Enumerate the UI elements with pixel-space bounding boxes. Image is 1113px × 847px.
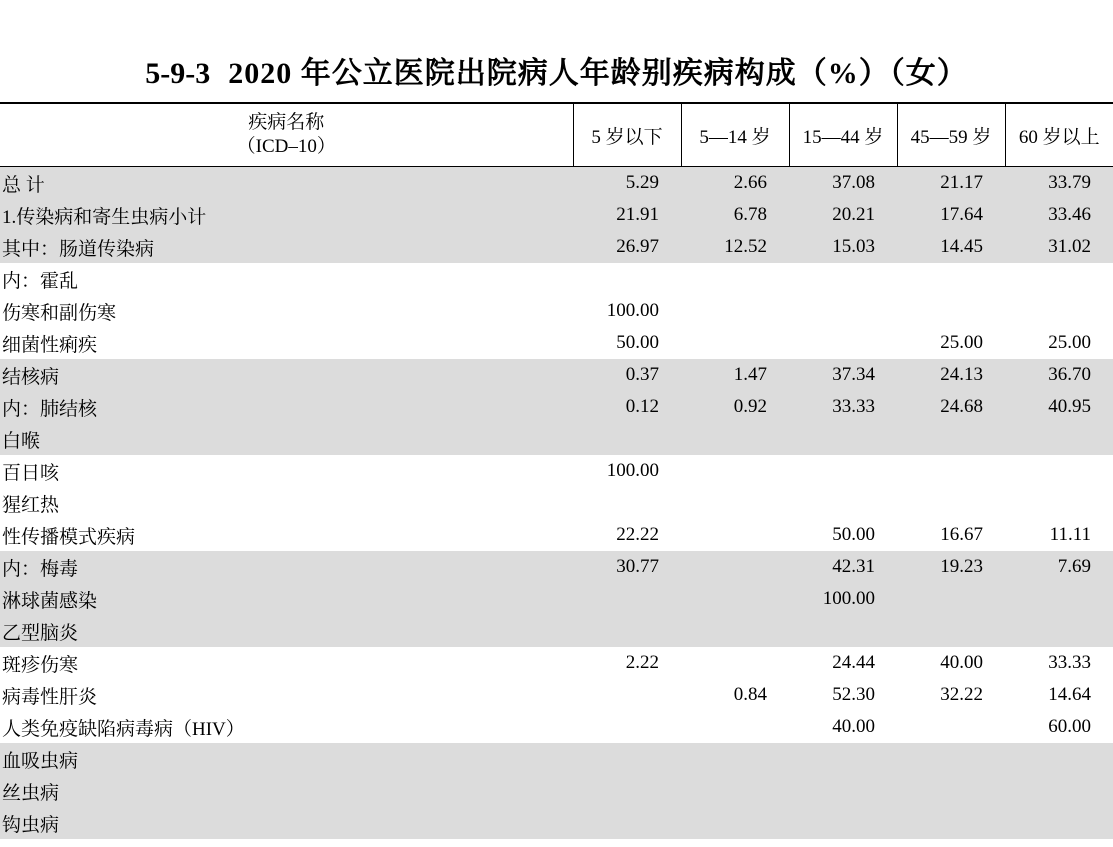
table-row bbox=[0, 807, 1113, 839]
table-row bbox=[0, 615, 1113, 647]
row-value bbox=[897, 775, 1005, 807]
row-value: 50.00 bbox=[616, 332, 659, 353]
page-title bbox=[0, 0, 1113, 102]
row-value bbox=[681, 711, 789, 743]
row-value: 12.52 bbox=[724, 236, 767, 257]
row-value: 25.00 bbox=[940, 332, 983, 353]
row-value bbox=[681, 807, 789, 839]
column-header-age-2: 15—44 岁 bbox=[789, 103, 897, 167]
row-value bbox=[573, 743, 681, 775]
row-value: 19.23 bbox=[940, 556, 983, 577]
row-value: 40.00 bbox=[940, 652, 983, 673]
row-value bbox=[789, 423, 897, 455]
row-value: 24.44 bbox=[832, 652, 875, 673]
row-value: 31.02 bbox=[1048, 236, 1091, 257]
row-value: 0.84 bbox=[733, 684, 767, 705]
row-value: 0.37 bbox=[625, 364, 659, 385]
row-label: 淋球菌感染 bbox=[2, 590, 98, 612]
row-label: 百日咳 bbox=[2, 462, 60, 484]
table-row bbox=[0, 423, 1113, 455]
row-value: 22.22 bbox=[616, 524, 659, 545]
table-number: 5-9-3 bbox=[145, 57, 211, 90]
row-value bbox=[1005, 455, 1113, 487]
row-value bbox=[789, 327, 897, 359]
table-head bbox=[0, 103, 1113, 167]
row-value: 15.03 bbox=[832, 236, 875, 257]
row-value: 2.22 bbox=[625, 652, 659, 673]
row-value bbox=[1005, 775, 1113, 807]
row-value bbox=[681, 295, 789, 327]
row-value bbox=[573, 807, 681, 839]
row-label: 丝虫病 bbox=[2, 782, 60, 804]
row-value bbox=[1005, 615, 1113, 647]
table-row bbox=[0, 711, 1113, 743]
row-value: 40.00 bbox=[832, 716, 875, 737]
row-value: 30.77 bbox=[616, 556, 659, 577]
row-label: 内：肺结核 bbox=[2, 398, 98, 420]
row-value bbox=[789, 263, 897, 295]
row-value: 20.21 bbox=[832, 204, 875, 225]
row-label: 内：霍乱 bbox=[2, 270, 79, 292]
table-row bbox=[0, 327, 1113, 359]
row-value: 24.13 bbox=[940, 364, 983, 385]
row-label: 钩虫病 bbox=[2, 814, 60, 836]
row-value: 50.00 bbox=[832, 524, 875, 545]
row-value bbox=[1005, 807, 1113, 839]
row-label: 猩红热 bbox=[2, 494, 60, 516]
row-value bbox=[897, 711, 1005, 743]
column-header-age-3: 45—59 岁 bbox=[897, 103, 1005, 167]
row-value bbox=[897, 743, 1005, 775]
row-value bbox=[789, 807, 897, 839]
row-value bbox=[897, 263, 1005, 295]
row-value: 5.29 bbox=[625, 172, 659, 193]
table-row bbox=[0, 359, 1113, 391]
table-row bbox=[0, 167, 1113, 200]
row-value: 52.30 bbox=[832, 684, 875, 705]
row-value bbox=[1005, 743, 1113, 775]
row-value bbox=[681, 455, 789, 487]
table-row bbox=[0, 519, 1113, 551]
row-value: 11.11 bbox=[1049, 524, 1091, 545]
row-value bbox=[789, 295, 897, 327]
row-value: 42.31 bbox=[832, 556, 875, 577]
row-value bbox=[681, 775, 789, 807]
header-name-line1: 疾病名称 bbox=[248, 111, 325, 133]
table-row bbox=[0, 679, 1113, 711]
column-header-age-4: 60 岁以上 bbox=[1005, 103, 1113, 167]
table-header-row bbox=[0, 103, 1113, 167]
row-value: 37.34 bbox=[832, 364, 875, 385]
row-value: 32.22 bbox=[940, 684, 983, 705]
row-value bbox=[789, 455, 897, 487]
row-value bbox=[681, 519, 789, 551]
table-row bbox=[0, 263, 1113, 295]
row-value: 21.17 bbox=[940, 172, 983, 193]
row-value: 2.66 bbox=[733, 172, 767, 193]
row-value: 33.79 bbox=[1048, 172, 1091, 193]
table-body bbox=[0, 167, 1113, 840]
row-value: 60.00 bbox=[1048, 716, 1091, 737]
row-value: 100.00 bbox=[606, 300, 659, 321]
title-text: 2020 年公立医院出院病人年龄别疾病构成（%）（女） bbox=[228, 57, 968, 90]
table-row bbox=[0, 551, 1113, 583]
row-value: 33.33 bbox=[832, 396, 875, 417]
row-value: 25.00 bbox=[1048, 332, 1091, 353]
row-value bbox=[897, 487, 1005, 519]
row-value bbox=[681, 615, 789, 647]
row-label: 乙型脑炎 bbox=[2, 622, 79, 644]
row-value: 36.70 bbox=[1048, 364, 1091, 385]
row-value bbox=[573, 679, 681, 711]
table-row bbox=[0, 455, 1113, 487]
row-value bbox=[573, 263, 681, 295]
row-label: 内：梅毒 bbox=[2, 558, 79, 580]
table-row bbox=[0, 743, 1113, 775]
row-value bbox=[573, 583, 681, 615]
row-value: 37.08 bbox=[832, 172, 875, 193]
row-label: 血吸虫病 bbox=[2, 750, 79, 772]
row-label: 结核病 bbox=[2, 366, 60, 388]
row-value bbox=[573, 615, 681, 647]
row-value bbox=[1005, 423, 1113, 455]
row-value: 33.46 bbox=[1048, 204, 1091, 225]
row-value bbox=[681, 263, 789, 295]
row-value bbox=[573, 487, 681, 519]
row-value bbox=[1005, 295, 1113, 327]
row-label: 性传播模式疾病 bbox=[2, 526, 136, 548]
table-row bbox=[0, 295, 1113, 327]
row-value bbox=[681, 423, 789, 455]
row-value: 0.92 bbox=[733, 396, 767, 417]
table-row bbox=[0, 487, 1113, 519]
row-value bbox=[681, 551, 789, 583]
row-value: 7.69 bbox=[1057, 556, 1091, 577]
row-value: 21.91 bbox=[616, 204, 659, 225]
row-value bbox=[897, 615, 1005, 647]
row-label: 伤寒和副伤寒 bbox=[2, 302, 117, 324]
row-value bbox=[1005, 487, 1113, 519]
header-name-line2: （ICD–10） bbox=[236, 136, 336, 157]
row-value bbox=[897, 807, 1005, 839]
column-header-disease-name bbox=[0, 103, 573, 167]
row-value bbox=[573, 775, 681, 807]
row-label: 1.传染病和寄生虫病小计 bbox=[2, 206, 207, 228]
row-value: 14.45 bbox=[940, 236, 983, 257]
table-row bbox=[0, 199, 1113, 231]
row-value bbox=[681, 647, 789, 679]
table-row bbox=[0, 583, 1113, 615]
row-value bbox=[1005, 263, 1113, 295]
row-value bbox=[681, 583, 789, 615]
row-value bbox=[897, 455, 1005, 487]
row-label: 细菌性痢疾 bbox=[2, 334, 98, 356]
row-value: 40.95 bbox=[1048, 396, 1091, 417]
row-value: 33.33 bbox=[1048, 652, 1091, 673]
row-value: 16.67 bbox=[940, 524, 983, 545]
row-label: 病毒性肝炎 bbox=[2, 686, 98, 708]
row-label: 白喉 bbox=[2, 430, 41, 452]
row-value bbox=[789, 743, 897, 775]
disease-age-composition-table bbox=[0, 102, 1113, 839]
row-value: 14.64 bbox=[1048, 684, 1091, 705]
row-label: 人类免疫缺陷病毒病（HIV） bbox=[2, 718, 245, 740]
row-value: 24.68 bbox=[940, 396, 983, 417]
row-value: 26.97 bbox=[616, 236, 659, 257]
row-value: 100.00 bbox=[606, 460, 659, 481]
row-value bbox=[897, 583, 1005, 615]
row-value bbox=[573, 711, 681, 743]
row-value bbox=[789, 775, 897, 807]
row-value: 100.00 bbox=[822, 588, 875, 609]
table-row bbox=[0, 775, 1113, 807]
row-value: 1.47 bbox=[733, 364, 767, 385]
row-label: 斑疹伤寒 bbox=[2, 654, 79, 676]
row-value: 17.64 bbox=[940, 204, 983, 225]
table-row bbox=[0, 647, 1113, 679]
column-header-age-0: 5 岁以下 bbox=[573, 103, 681, 167]
row-value bbox=[573, 423, 681, 455]
row-value bbox=[681, 743, 789, 775]
row-label: 总 计 bbox=[2, 174, 45, 196]
row-value bbox=[789, 487, 897, 519]
row-value bbox=[789, 615, 897, 647]
row-value bbox=[681, 327, 789, 359]
table-row bbox=[0, 391, 1113, 423]
row-value bbox=[897, 295, 1005, 327]
row-value: 6.78 bbox=[733, 204, 767, 225]
row-value bbox=[897, 423, 1005, 455]
row-label: 其中：肠道传染病 bbox=[2, 238, 155, 260]
row-value: 0.12 bbox=[625, 396, 659, 417]
table-row bbox=[0, 231, 1113, 263]
column-header-age-1: 5—14 岁 bbox=[681, 103, 789, 167]
row-value bbox=[681, 487, 789, 519]
row-value bbox=[1005, 583, 1113, 615]
